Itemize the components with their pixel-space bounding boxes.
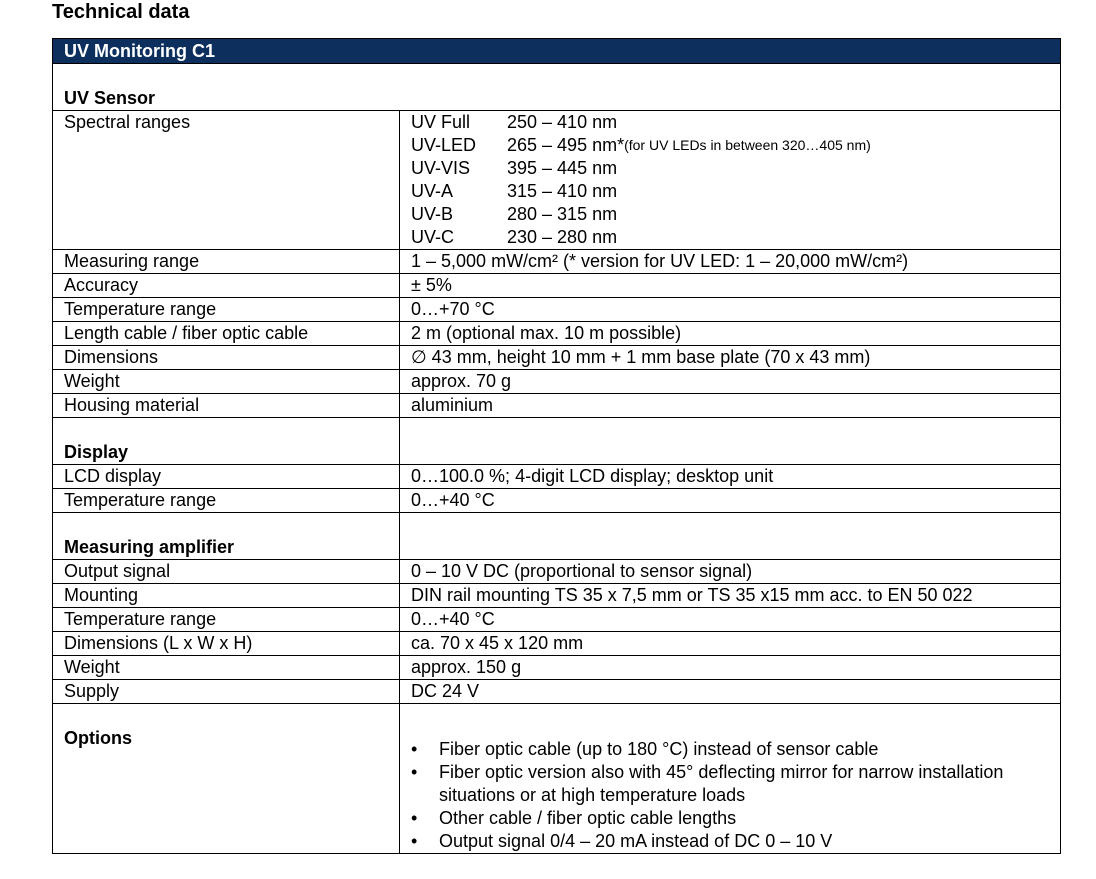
row-label: Length cable / fiber optic cable [53, 322, 400, 346]
row-label: Weight [53, 370, 400, 394]
row-value: 0…+70 °C [400, 298, 1061, 322]
option-text: Other cable / fiber optic cable lengths [439, 808, 737, 828]
spectral-name: UV-VIS [411, 158, 471, 178]
row-value: ± 5% [400, 274, 1061, 298]
spectral-item [411, 180, 1060, 203]
row-value: ca. 70 x 45 x 120 mm [400, 632, 1061, 656]
row-value: 2 m (optional max. 10 m possible) [400, 322, 1061, 346]
table-row [53, 584, 1061, 608]
title-bar: UV Monitoring C1 [53, 39, 1061, 64]
spectral-item [411, 157, 1060, 180]
spectral-range: 265 – 495 nm* [507, 135, 625, 155]
option-text: Fiber optic version also with 45° deflecting mirror for narrow installation situations or at high temperature loads [439, 762, 1004, 805]
spectral-list [411, 111, 1060, 249]
empty-cell [400, 418, 1061, 465]
section-cell [53, 64, 1061, 111]
spectral-name: UV-LED [411, 135, 477, 155]
spectral-range: 280 – 315 nm [507, 204, 618, 224]
table-row [53, 680, 1061, 704]
row-value: approx. 150 g [400, 656, 1061, 680]
row-label: Supply [53, 680, 400, 704]
list-item [411, 830, 1060, 853]
row-value: 0…+40 °C [400, 608, 1061, 632]
row-value: ∅ 43 mm, height 10 mm + 1 mm base plate (70 x 43 mm) [400, 346, 1061, 370]
section-cell [53, 704, 400, 854]
bullet-icon: • [411, 762, 418, 782]
page-heading: Technical data [52, 1, 190, 23]
row-label: Temperature range [53, 608, 400, 632]
row-label: Measuring range [53, 250, 400, 274]
bullet-icon: • [411, 808, 418, 828]
row-label: Temperature range [53, 298, 400, 322]
table-row [53, 394, 1061, 418]
table-row [53, 656, 1061, 680]
options-list [411, 738, 1060, 853]
empty-cell [400, 513, 1061, 560]
section-row-amplifier [53, 513, 1061, 560]
table-row [53, 322, 1061, 346]
row-label: Temperature range [53, 489, 400, 513]
spectral-name: UV-A [411, 181, 454, 201]
table-row [53, 346, 1061, 370]
row-label: Mounting [53, 584, 400, 608]
row-label: Weight [53, 656, 400, 680]
list-item [411, 807, 1060, 830]
spectral-item [411, 203, 1060, 226]
spectral-name: UV Full [411, 112, 471, 132]
spectral-name: UV-B [411, 204, 454, 224]
row-value: 0 – 10 V DC (proportional to sensor signal) [400, 560, 1061, 584]
bullet-icon: • [411, 831, 418, 851]
row-label: Housing material [53, 394, 400, 418]
section-title-uv-sensor: UV Sensor [64, 88, 156, 108]
table-row-spectral [53, 111, 1061, 250]
spectral-item [411, 226, 1060, 249]
table-row [53, 274, 1061, 298]
spectral-note: (for UV LEDs in between 320…405 nm) [624, 137, 871, 153]
row-label: Output signal [53, 560, 400, 584]
table-row [53, 608, 1061, 632]
option-text: Output signal 0/4 – 20 mA instead of DC 0 – 10 V [439, 831, 833, 851]
row-label: Dimensions (L x W x H) [53, 632, 400, 656]
spectral-cell [400, 111, 1061, 250]
table-row [53, 560, 1061, 584]
row-value: 0…+40 °C [400, 489, 1061, 513]
row-value: 0…100.0 %; 4-digit LCD display; desktop unit [400, 465, 1061, 489]
table-row [53, 632, 1061, 656]
label-cell: Spectral ranges [53, 111, 400, 250]
row-label: Dimensions [53, 346, 400, 370]
table-row [53, 370, 1061, 394]
spectral-range: 395 – 445 nm [507, 158, 618, 178]
table-row [53, 489, 1061, 513]
section-row-options [53, 704, 1061, 854]
section-title-options: Options [64, 728, 132, 748]
spectral-name: UV-C [411, 227, 455, 247]
spectral-range: 230 – 280 nm [507, 227, 618, 247]
row-value: approx. 70 g [400, 370, 1061, 394]
table-row [53, 465, 1061, 489]
row-value: aluminium [400, 394, 1061, 418]
section-cell [53, 418, 400, 465]
section-cell [53, 513, 400, 560]
section-row-uv-sensor [53, 64, 1061, 111]
title-bar-row [53, 39, 1061, 64]
spectral-range: 315 – 410 nm [507, 181, 618, 201]
option-text: Fiber optic cable (up to 180 °C) instead of sensor cable [439, 739, 879, 759]
row-value: DC 24 V [400, 680, 1061, 704]
table-row [53, 250, 1061, 274]
spectral-range: 250 – 410 nm [507, 112, 618, 132]
list-item [411, 761, 1060, 807]
row-label: LCD display [53, 465, 400, 489]
row-label: Accuracy [53, 274, 400, 298]
options-cell [400, 704, 1061, 854]
bullet-icon: • [411, 739, 418, 759]
spectral-item [411, 134, 1060, 157]
row-value: 1 – 5,000 mW/cm² (* version for UV LED: 1 – 20,000 mW/cm²) [400, 250, 1061, 274]
list-item [411, 738, 1060, 761]
section-title-display: Display [64, 442, 129, 462]
table-row [53, 298, 1061, 322]
section-row-display [53, 418, 1061, 465]
section-title-amplifier: Measuring amplifier [64, 537, 235, 557]
row-value: DIN rail mounting TS 35 x 7,5 mm or TS 35 x15 mm acc. to EN 50 022 [400, 584, 1061, 608]
technical-data-table [52, 38, 1061, 854]
spectral-item [411, 111, 1060, 134]
